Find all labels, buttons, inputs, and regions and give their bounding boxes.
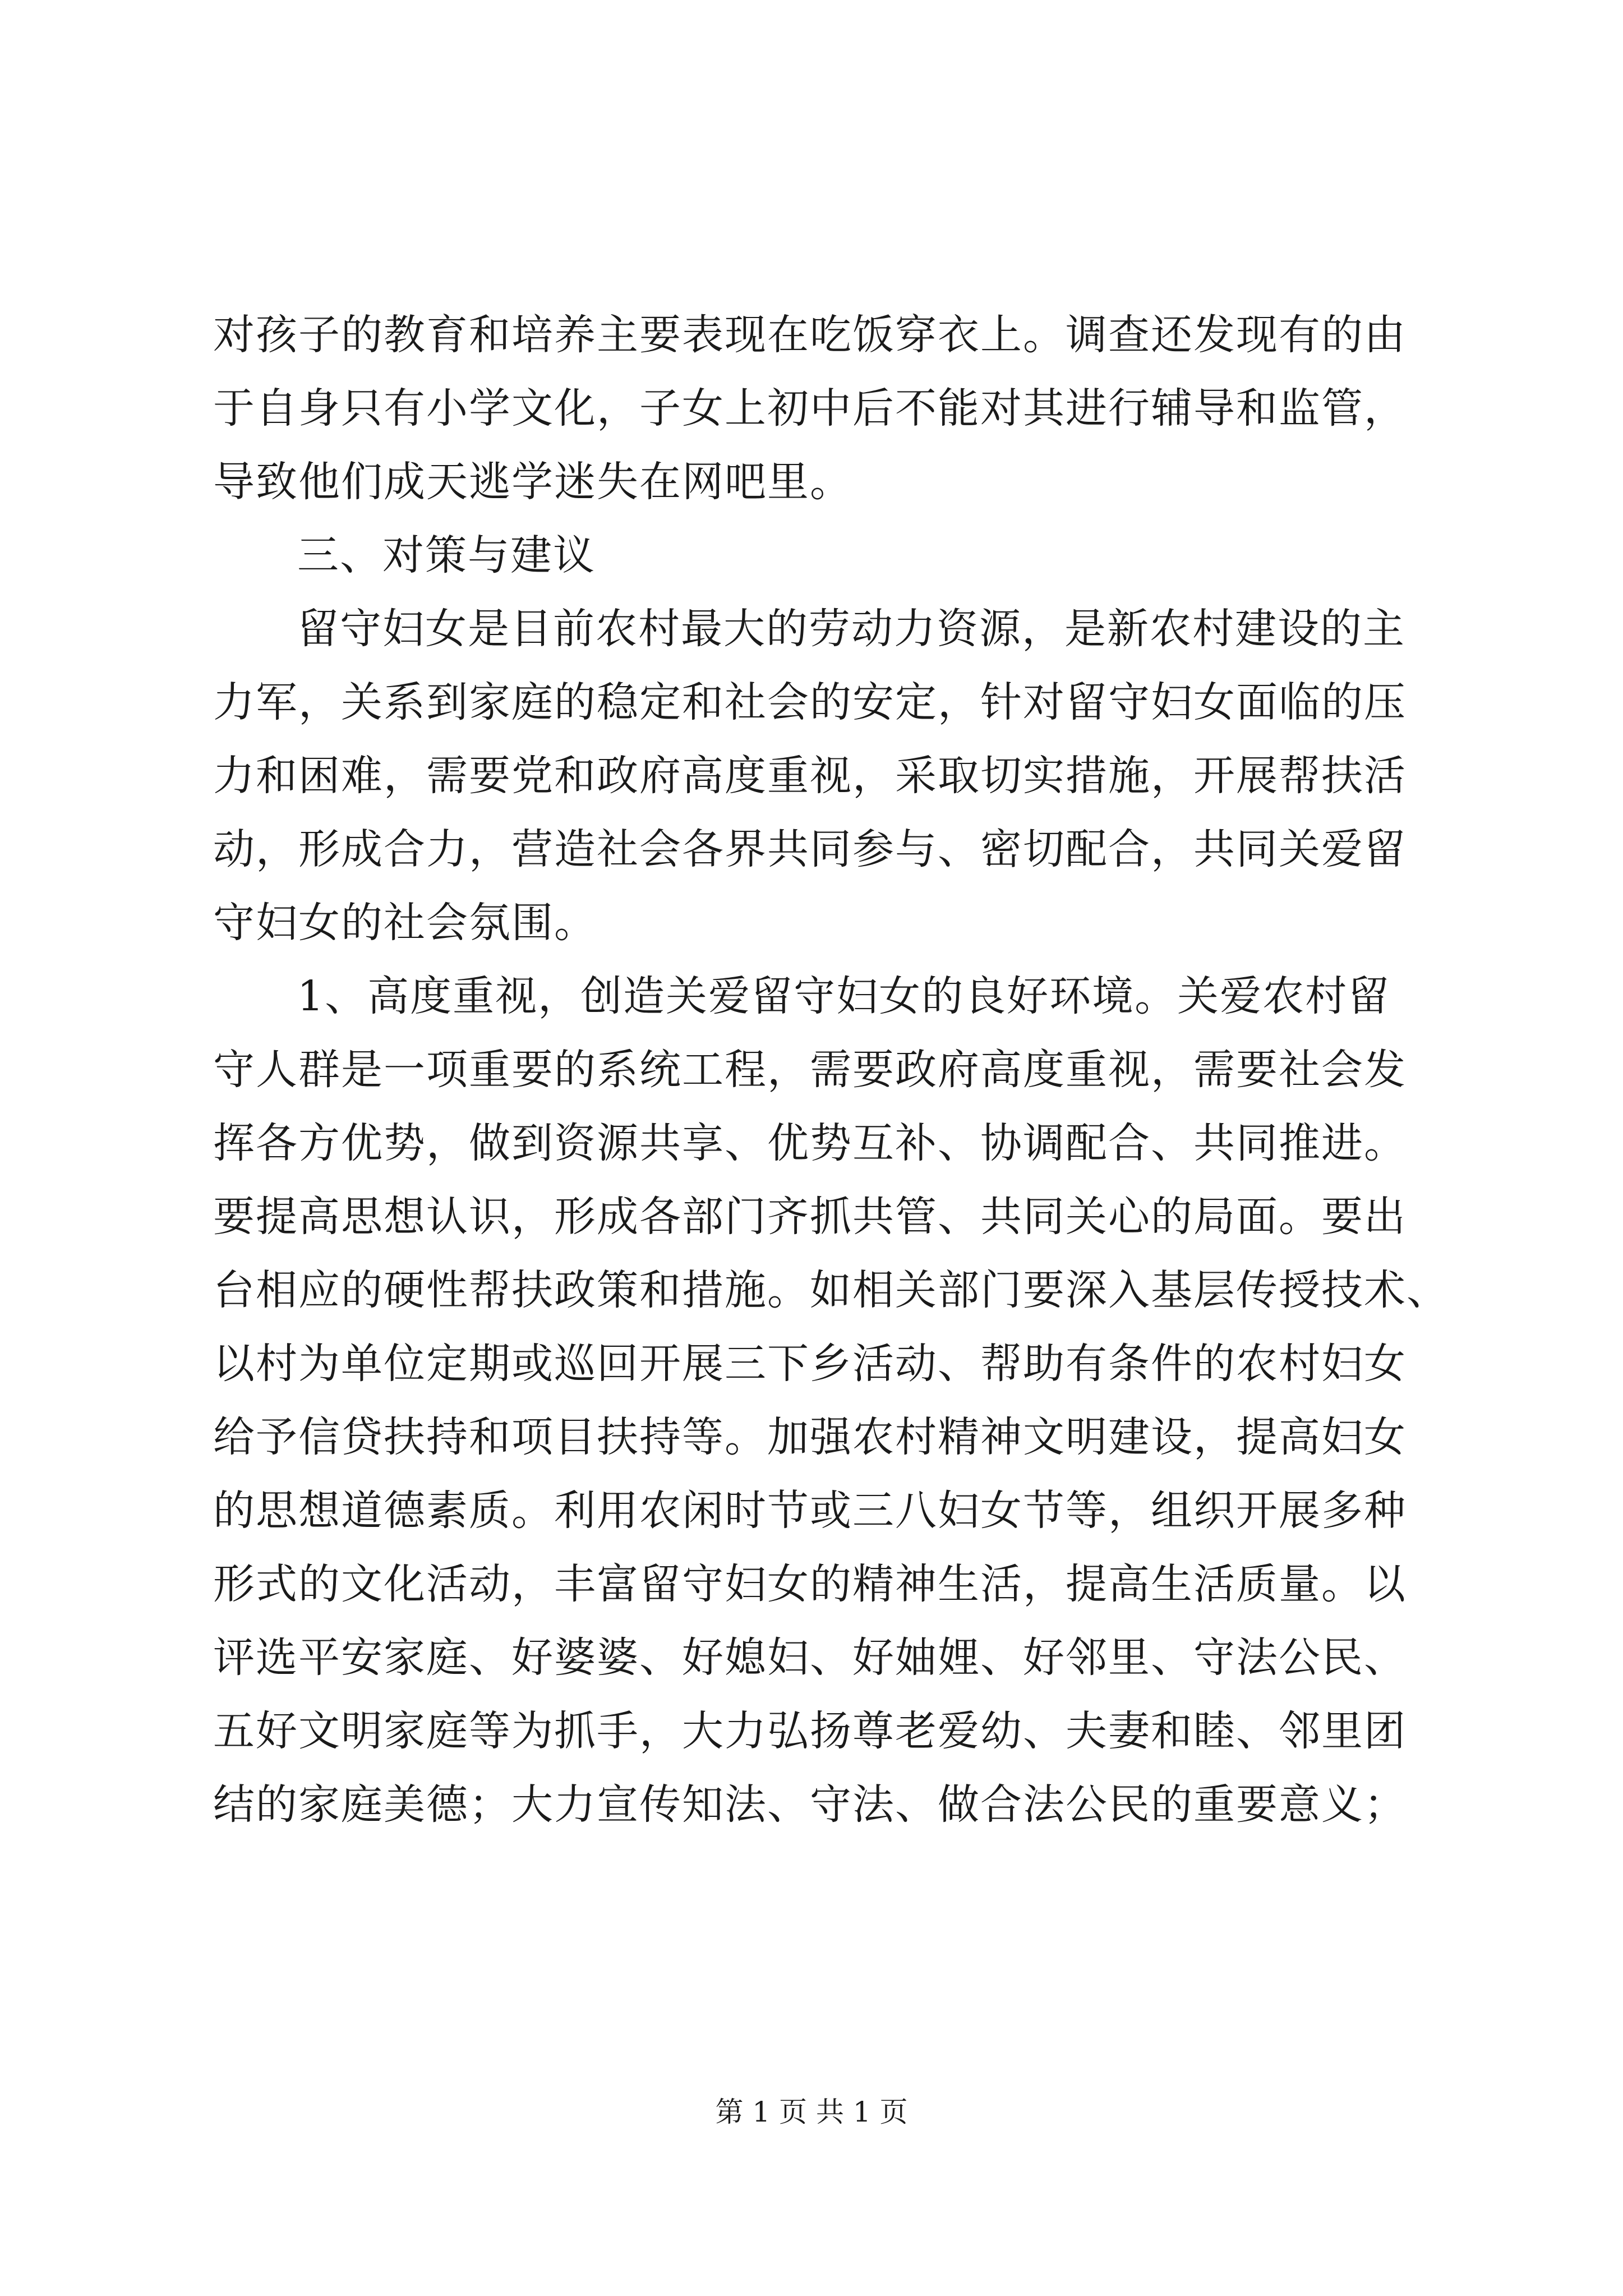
text-line: 要提高思想认识，形成各部门齐抓共管、共同关心的局面。要出 bbox=[213, 1193, 1407, 1241]
text-line: 台相应的硬性帮扶政策和措施。如相关部门要深入基层传授技术、 bbox=[213, 1266, 1449, 1314]
text-line: 以村为单位定期或巡回开展三下乡活动、帮助有条件的农村妇女 bbox=[213, 1340, 1407, 1388]
text-line: 评选平安家庭、好婆婆、好媳妇、好妯娌、好邻里、守法公民、 bbox=[213, 1634, 1407, 1682]
text-line: 1、高度重视，创造关爱留守妇女的良好环境。关爱农村留 bbox=[297, 972, 1391, 1020]
text-line: 力军，关系到家庭的稳定和社会的安定，针对留守妇女面临的压 bbox=[213, 678, 1407, 726]
page-footer: 第 1 页 共 1 页 bbox=[715, 2096, 908, 2128]
text-line: 结的家庭美德；大力宣传知法、守法、做合法公民的重要意义； bbox=[213, 1780, 1407, 1829]
text-line: 的思想道德素质。利用农闲时节或三八妇女节等，组织开展多种 bbox=[213, 1487, 1407, 1535]
text-line: 动，形成合力，营造社会各界共同参与、密切配合，共同关爱留 bbox=[213, 825, 1407, 873]
text-line: 五好文明家庭等为抓手，大力弘扬尊老爱幼、夫妻和睦、邻里团 bbox=[213, 1707, 1407, 1755]
text-line: 给予信贷扶持和项目扶持等。加强农村精神文明建设，提高妇女 bbox=[213, 1413, 1407, 1461]
text-line: 留守妇女是目前农村最大的劳动力资源，是新农村建设的主 bbox=[297, 605, 1405, 653]
text-line: 于自身只有小学文化，子女上初中后不能对其进行辅导和监管， bbox=[213, 384, 1407, 432]
text-line: 三、对策与建议 bbox=[297, 531, 596, 579]
text-line: 形式的文化活动，丰富留守妇女的精神生活，提高生活质量。以 bbox=[213, 1560, 1407, 1608]
text-line: 导致他们成天逃学迷失在网吧里。 bbox=[213, 458, 852, 506]
text-line: 对孩子的教育和培养主要表现在吃饭穿衣上。调查还发现有的由 bbox=[213, 311, 1407, 359]
text-line: 挥各方优势，做到资源共享、优势互补、协调配合、共同推进。 bbox=[213, 1119, 1407, 1167]
text-line: 守人群是一项重要的系统工程，需要政府高度重视，需要社会发 bbox=[213, 1046, 1407, 1094]
text-line: 守妇女的社会氛围。 bbox=[213, 899, 597, 947]
text-line: 力和困难，需要党和政府高度重视，采取切实措施，开展帮扶活 bbox=[213, 752, 1407, 800]
document-body bbox=[213, 298, 1449, 1842]
